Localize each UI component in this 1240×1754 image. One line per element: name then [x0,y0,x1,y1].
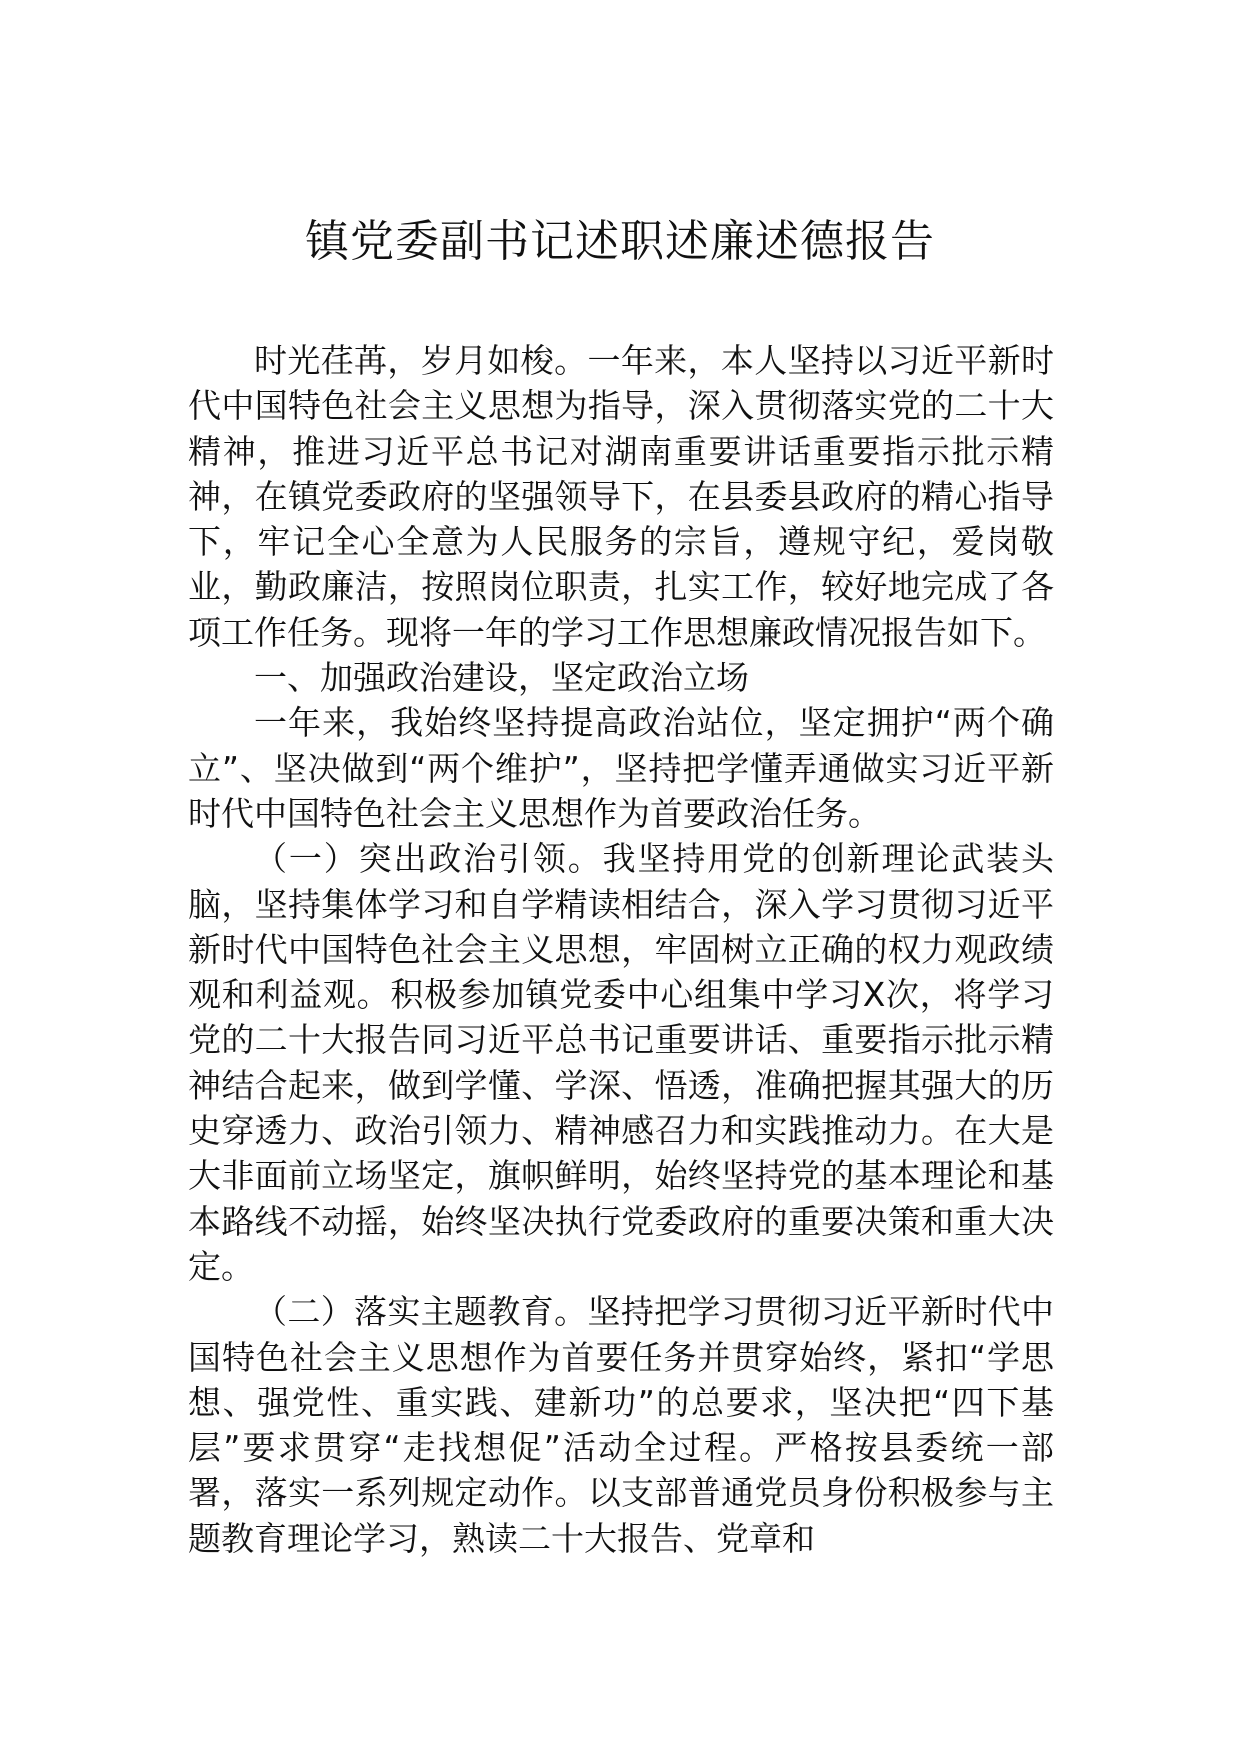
paragraph-intro: 时光荏苒，岁月如梭。一年来，本人坚持以习近平新时代中国特色社会主义思想为指导，深入贯彻落实党的二十大精神，推进习近平总书记对湖南重要讲话重要指示批示精神，在镇党委政府的坚强领导下，在县委县政府的精心指导下，牢记全心全意为人民服务的宗旨，遵规守纪，爱岗敬业，勤政廉洁，按照岗位职责，扎实工作，较好地完成了各项工作任务。现将一年的学习工作思想廉政情况报告如下。 [188,341,1054,652]
paragraph-subsection-1: （一）突出政治引领。我坚持用党的创新理论武装头脑，坚持集体学习和自学精读相结合，深入学习贯彻习近平新时代中国特色社会主义思想，牢固树立正确的权力观政绩观和利益观。积极参加镇党委中心组集中学习X次，将学习党的二十大报告同习近平总书记重要讲话、重要指示批示精神结合起来，做到学懂、学深、悟透，准确把握其强大的历史穿透力、政治引领力、精神感召力和实践推动力。在大是大非面前立场坚定，旗帜鲜明，始终坚持党的基本理论和基本路线不动摇，始终坚决执行党委政府的重要决策和重大决定。 [188,839,1054,1286]
paragraph-section-1-intro: 一年来，我始终坚持提高政治站位，坚定拥护“两个确立”、坚决做到“两个维护”，坚持把学懂弄通做实习近平新时代中国特色社会主义思想作为首要政治任务。 [188,703,1054,833]
section-heading-1: 一、加强政治建设，坚定政治立场 [254,658,749,698]
document-title: 镇党委副书记述职述廉述德报告 [305,216,935,267]
paragraph-subsection-2: （二）落实主题教育。坚持把学习贯彻习近平新时代中国特色社会主义思想作为首要任务并贯穿始终，紧扣“学思想、强党性、重实践、建新功”的总要求，坚决把“四下基层”要求贯穿“走找想促”活动全过程。严格按县委统一部署，落实一系列规定动作。以支部普通党员身份积极参与主题教育理论学习，熟读二十大报告、党章和 [188,1292,1054,1558]
document-body [188,338,1054,1561]
